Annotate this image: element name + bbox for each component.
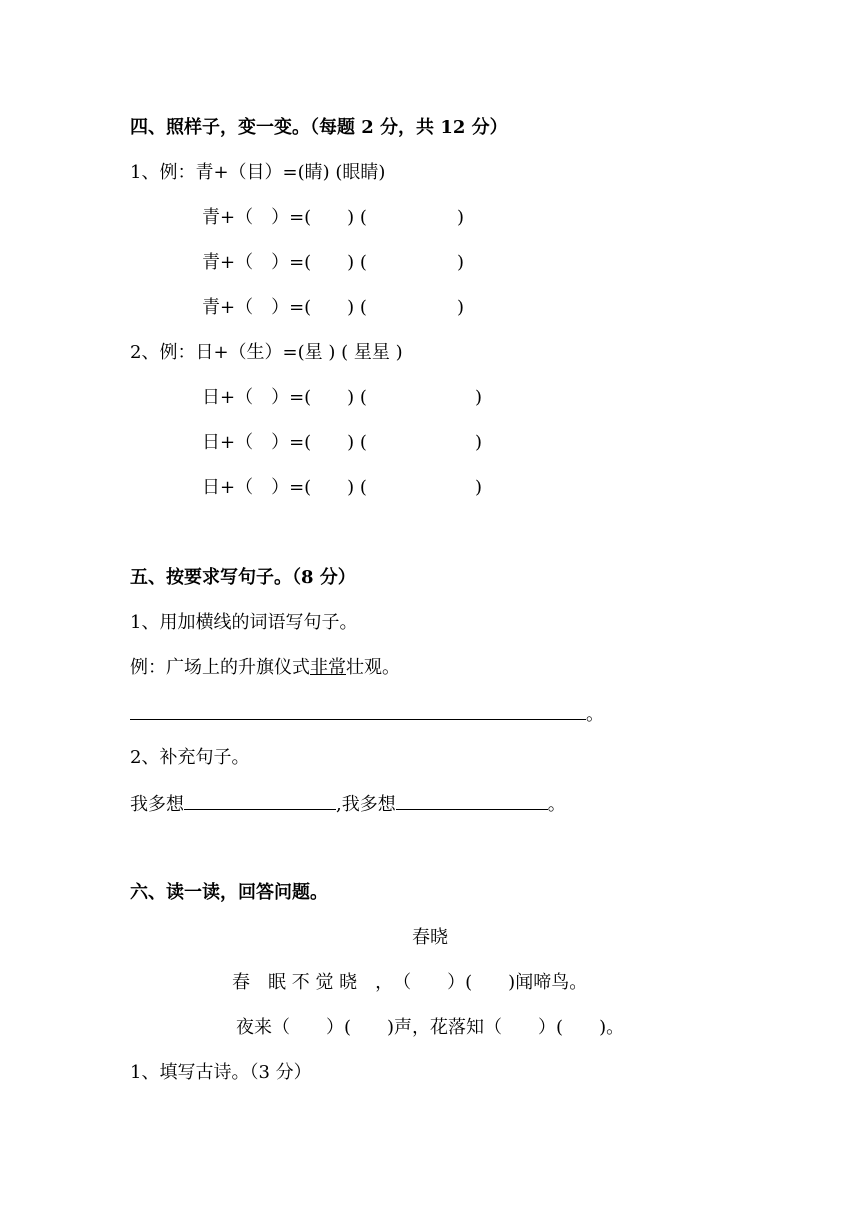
blank-2[interactable] [396,791,548,810]
section-5-title: 五、按要求写句子。（8 分） [130,567,356,588]
section-4-blank-line: 青+（ ）=( ) ( ) [202,297,464,318]
section-4-blank-line: 青+（ ）=( ) ( ) [202,207,464,228]
poem-title: 春晓 [412,927,448,948]
section-4-blank-line: 日+（ ）=( ) ( ) [202,387,482,408]
section-6-question-1: 1、填写古诗。（3 分） [130,1062,312,1083]
section-4-example-1: 1、例：青+（目）=(睛) (眼睛) [130,162,386,183]
blank-1[interactable] [184,791,336,810]
section-5-question-1: 1、用加横线的词语写句子。 [130,612,358,633]
underlined-word: 非常 [310,657,346,678]
answer-line[interactable]: 。 [130,701,604,727]
poem-line-1: 春 眠 不 觉 晓 ， （ ）( )闻啼鸟。 [232,972,588,993]
section-4-blank-line: 日+（ ）=( ) ( ) [202,477,482,498]
section-5-example: 例：广场上的升旗仪式非常壮观。 [130,657,400,678]
section-6-title: 六、读一读，回答问题。 [130,882,328,903]
section-4-blank-line: 日+（ ）=( ) ( ) [202,432,482,453]
section-5-question-2: 2、补充句子。 [130,747,250,768]
section-4-title: 四、照样子，变一变。（每题 2 分，共 12 分） [130,117,508,138]
fill-in-sentence: 我多想 ,我多想 。 [130,791,566,817]
section-4-blank-line: 青+（ ）=( ) ( ) [202,252,464,273]
poem-line-2: 夜来（ ）( )声，花落知（ ）( )。 [236,1017,625,1038]
section-4-example-2: 2、例：日+（生）=(星 ) ( 星星 ) [130,342,403,363]
